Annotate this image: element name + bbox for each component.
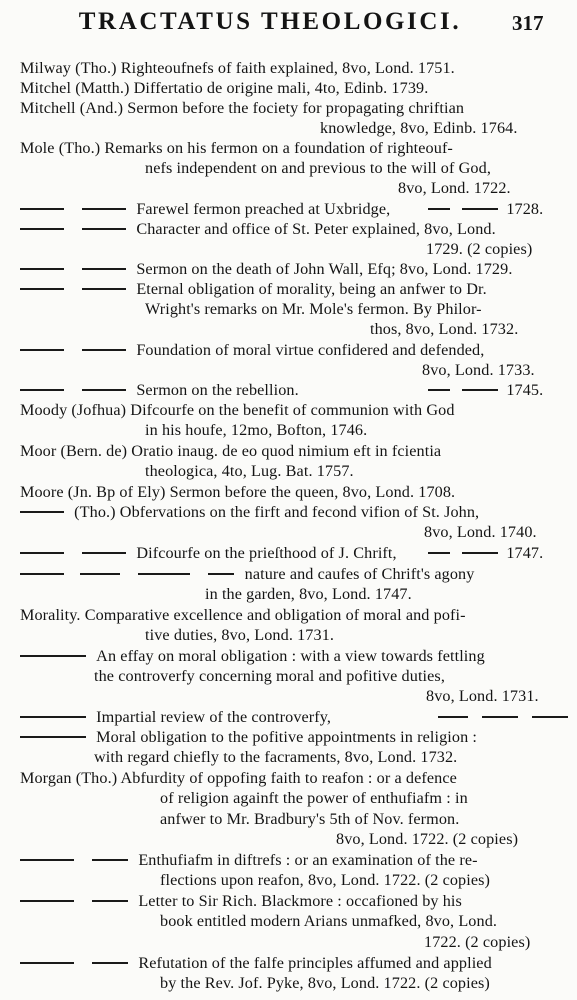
entry-line: [20, 646, 485, 666]
entry-line: [20, 199, 390, 219]
ditto-dash: [20, 228, 64, 230]
ditto-dash: [20, 716, 86, 718]
ditto-dash: [138, 573, 190, 575]
entry-line: Mitchell (And.) Sermon before the fociety for propagating chriftian: [20, 99, 465, 117]
entry-line: [20, 340, 484, 360]
ditto-dash: [82, 349, 126, 351]
entry-text: 1745.: [506, 381, 544, 399]
entry-line: [428, 199, 543, 219]
ditto-dash: [92, 900, 128, 902]
ditto-dash: [428, 552, 450, 554]
ditto-dash: [82, 228, 126, 230]
entry-text: 1728.: [506, 200, 544, 218]
ditto-dash: [438, 716, 468, 718]
entry-line: 8vo, Lond. 1722. (2 copies): [336, 830, 519, 848]
entry-line: [428, 543, 543, 563]
entry-line: Moody (Jofhua) Difcourfe on the benefit of communion with God: [20, 401, 455, 419]
entry-text: Character and office of St. Peter explained, 8vo, Lond.: [136, 220, 496, 238]
entry-line: anfwer to Mr. Bradbury's 5th of Nov. fermon.: [160, 810, 460, 828]
ditto-dash: [20, 268, 64, 270]
ditto-dash: [92, 859, 128, 861]
ditto-dash: [20, 573, 64, 575]
entry-line: Morality. Comparative excellence and obligation of moral and pofi-: [20, 606, 466, 624]
entry-line: [20, 953, 492, 973]
ditto-dash: [208, 573, 234, 575]
entry-text: Sermon on the death of John Wall, Efq; 8vo, Lond. 1729.: [136, 260, 513, 278]
entry-line: thos, 8vo, Lond. 1732.: [370, 320, 519, 338]
entry-text: Moral obligation to the pofitive appointments in religion :: [96, 728, 478, 746]
entry-line: [20, 502, 479, 522]
entry-text: An effay on moral obligation : with a view towards fettling: [96, 647, 485, 665]
ditto-dash: [20, 859, 74, 861]
entry-line: [20, 259, 512, 279]
ditto-dash: [462, 552, 498, 554]
entry-line: knowledge, 8vo, Edinb. 1764.: [320, 119, 518, 137]
ditto-dash: [92, 962, 128, 964]
entry-line: of religion againft the power of enthufiafm : in: [160, 789, 468, 807]
entry-line: 8vo, Lond. 1733.: [422, 361, 535, 379]
entry-line: 1729. (2 copies): [426, 240, 533, 258]
entry-line: Mole (Tho.) Remarks on his fermon on a foundation of righteouf-: [20, 139, 453, 157]
entry-line: Moore (Jn. Bp of Ely) Sermon before the queen, 8vo, Lond. 1708.: [20, 483, 456, 501]
ditto-dash: [462, 389, 498, 391]
page-header: [0, 8, 577, 38]
entry-line: nefs independent on and previous to the will of God,: [145, 159, 491, 177]
entry-line: book entitled modern Arians unmafked, 8vo, Lond.: [160, 912, 498, 930]
ditto-dash: [532, 716, 568, 718]
entry-line: [20, 279, 487, 299]
entry-line: [20, 543, 397, 563]
entry-line: by the Rev. Jof. Pyke, 8vo, Lond. 1722. (2 copies): [160, 974, 490, 992]
ditto-dash: [20, 349, 64, 351]
entry-line: flections upon reafon, 8vo, Lond. 1722. (2 copies): [160, 871, 491, 889]
entry-text: Farewel fermon preached at Uxbridge,: [136, 200, 391, 218]
ditto-dash: [428, 389, 450, 391]
entry-text: Refutation of the falfe principles affumed and applied: [138, 954, 492, 972]
ditto-dash: [20, 655, 86, 657]
ditto-dash: [20, 552, 64, 554]
ditto-dash: [82, 288, 126, 290]
entry-text: Sermon on the rebellion.: [136, 381, 299, 399]
entry-line: 8vo, Lond. 1740.: [424, 523, 537, 541]
entry-line: [20, 219, 496, 239]
entry-line: [20, 564, 474, 584]
running-title: TRACTATUS THEOLOGICI.: [78, 8, 462, 35]
entry-line: the controverfy concerning moral and pofitive duties,: [94, 667, 445, 685]
entry-line: [438, 707, 568, 727]
ditto-dash: [82, 552, 126, 554]
entry-line: Mitchel (Matth.) Differtatio de origine mali, 4to, Edinb. 1739.: [20, 79, 429, 97]
entry-line: Moor (Bern. de) Oratio inaug. de eo quod nimium eft in fcientia: [20, 442, 442, 460]
entry-line: [20, 727, 477, 747]
entry-text: Enthufiafm in diftrefs : or an examination of the re-: [138, 851, 478, 869]
entry-line: Morgan (Tho.) Abfurdity of oppofing faith to reafon : or a defence: [20, 769, 457, 787]
entry-line: 8vo, Lond. 1722.: [398, 179, 511, 197]
entry-line: tive duties, 8vo, Lond. 1731.: [145, 626, 335, 644]
ditto-dash: [20, 208, 64, 210]
entry-line: theologica, 4to, Lug. Bat. 1757.: [145, 462, 354, 480]
ditto-dash: [428, 208, 450, 210]
ditto-dash: [82, 208, 126, 210]
entry-line: with regard chiefly to the facraments, 8vo, Lond. 1732.: [94, 748, 458, 766]
ditto-dash: [20, 900, 74, 902]
entry-text: 1747.: [506, 544, 544, 562]
ditto-dash: [82, 268, 126, 270]
entry-line: 1722. (2 copies): [424, 933, 531, 951]
entry-line: Wright's remarks on Mr. Mole's fermon. By Philor-: [145, 300, 482, 318]
ditto-dash: [482, 716, 518, 718]
entry-line: [428, 380, 543, 400]
entry-text: Impartial review of the controverfy,: [96, 708, 332, 726]
entry-line: [20, 850, 478, 870]
ditto-dash: [20, 736, 86, 738]
entry-line: [20, 380, 299, 400]
entry-line: in his houfe, 12mo, Bofton, 1746.: [145, 421, 368, 439]
entry-text: Letter to Sir Rich. Blackmore : occafioned by his: [138, 892, 462, 910]
entry-line: in the garden, 8vo, Lond. 1747.: [205, 585, 412, 603]
entry-line: [20, 707, 331, 727]
entry-text: nature and caufes of Chrift's agony: [244, 565, 475, 583]
ditto-dash: [20, 511, 64, 513]
ditto-dash: [20, 288, 64, 290]
entry-line: 8vo, Lond. 1731.: [426, 687, 539, 705]
ditto-dash: [82, 389, 126, 391]
ditto-dash: [462, 208, 498, 210]
entry-line: Milway (Tho.) Righteoufnefs of faith explained, 8vo, Lond. 1751.: [20, 59, 455, 77]
entry-text: (Tho.) Obfervations on the firft and fecond vifion of St. John,: [74, 503, 480, 521]
entry-text: Foundation of moral virtue confidered and defended,: [136, 341, 485, 359]
entry-text: Eternal obligation of morality, being an anfwer to Dr.: [136, 280, 487, 298]
ditto-dash: [20, 962, 74, 964]
page-number: 317: [512, 11, 544, 35]
ditto-dash: [20, 389, 64, 391]
entry-text: Difcourfe on the prieſthood of J. Chrift,: [136, 544, 397, 562]
ditto-dash: [80, 573, 120, 575]
entry-line: [20, 891, 462, 911]
